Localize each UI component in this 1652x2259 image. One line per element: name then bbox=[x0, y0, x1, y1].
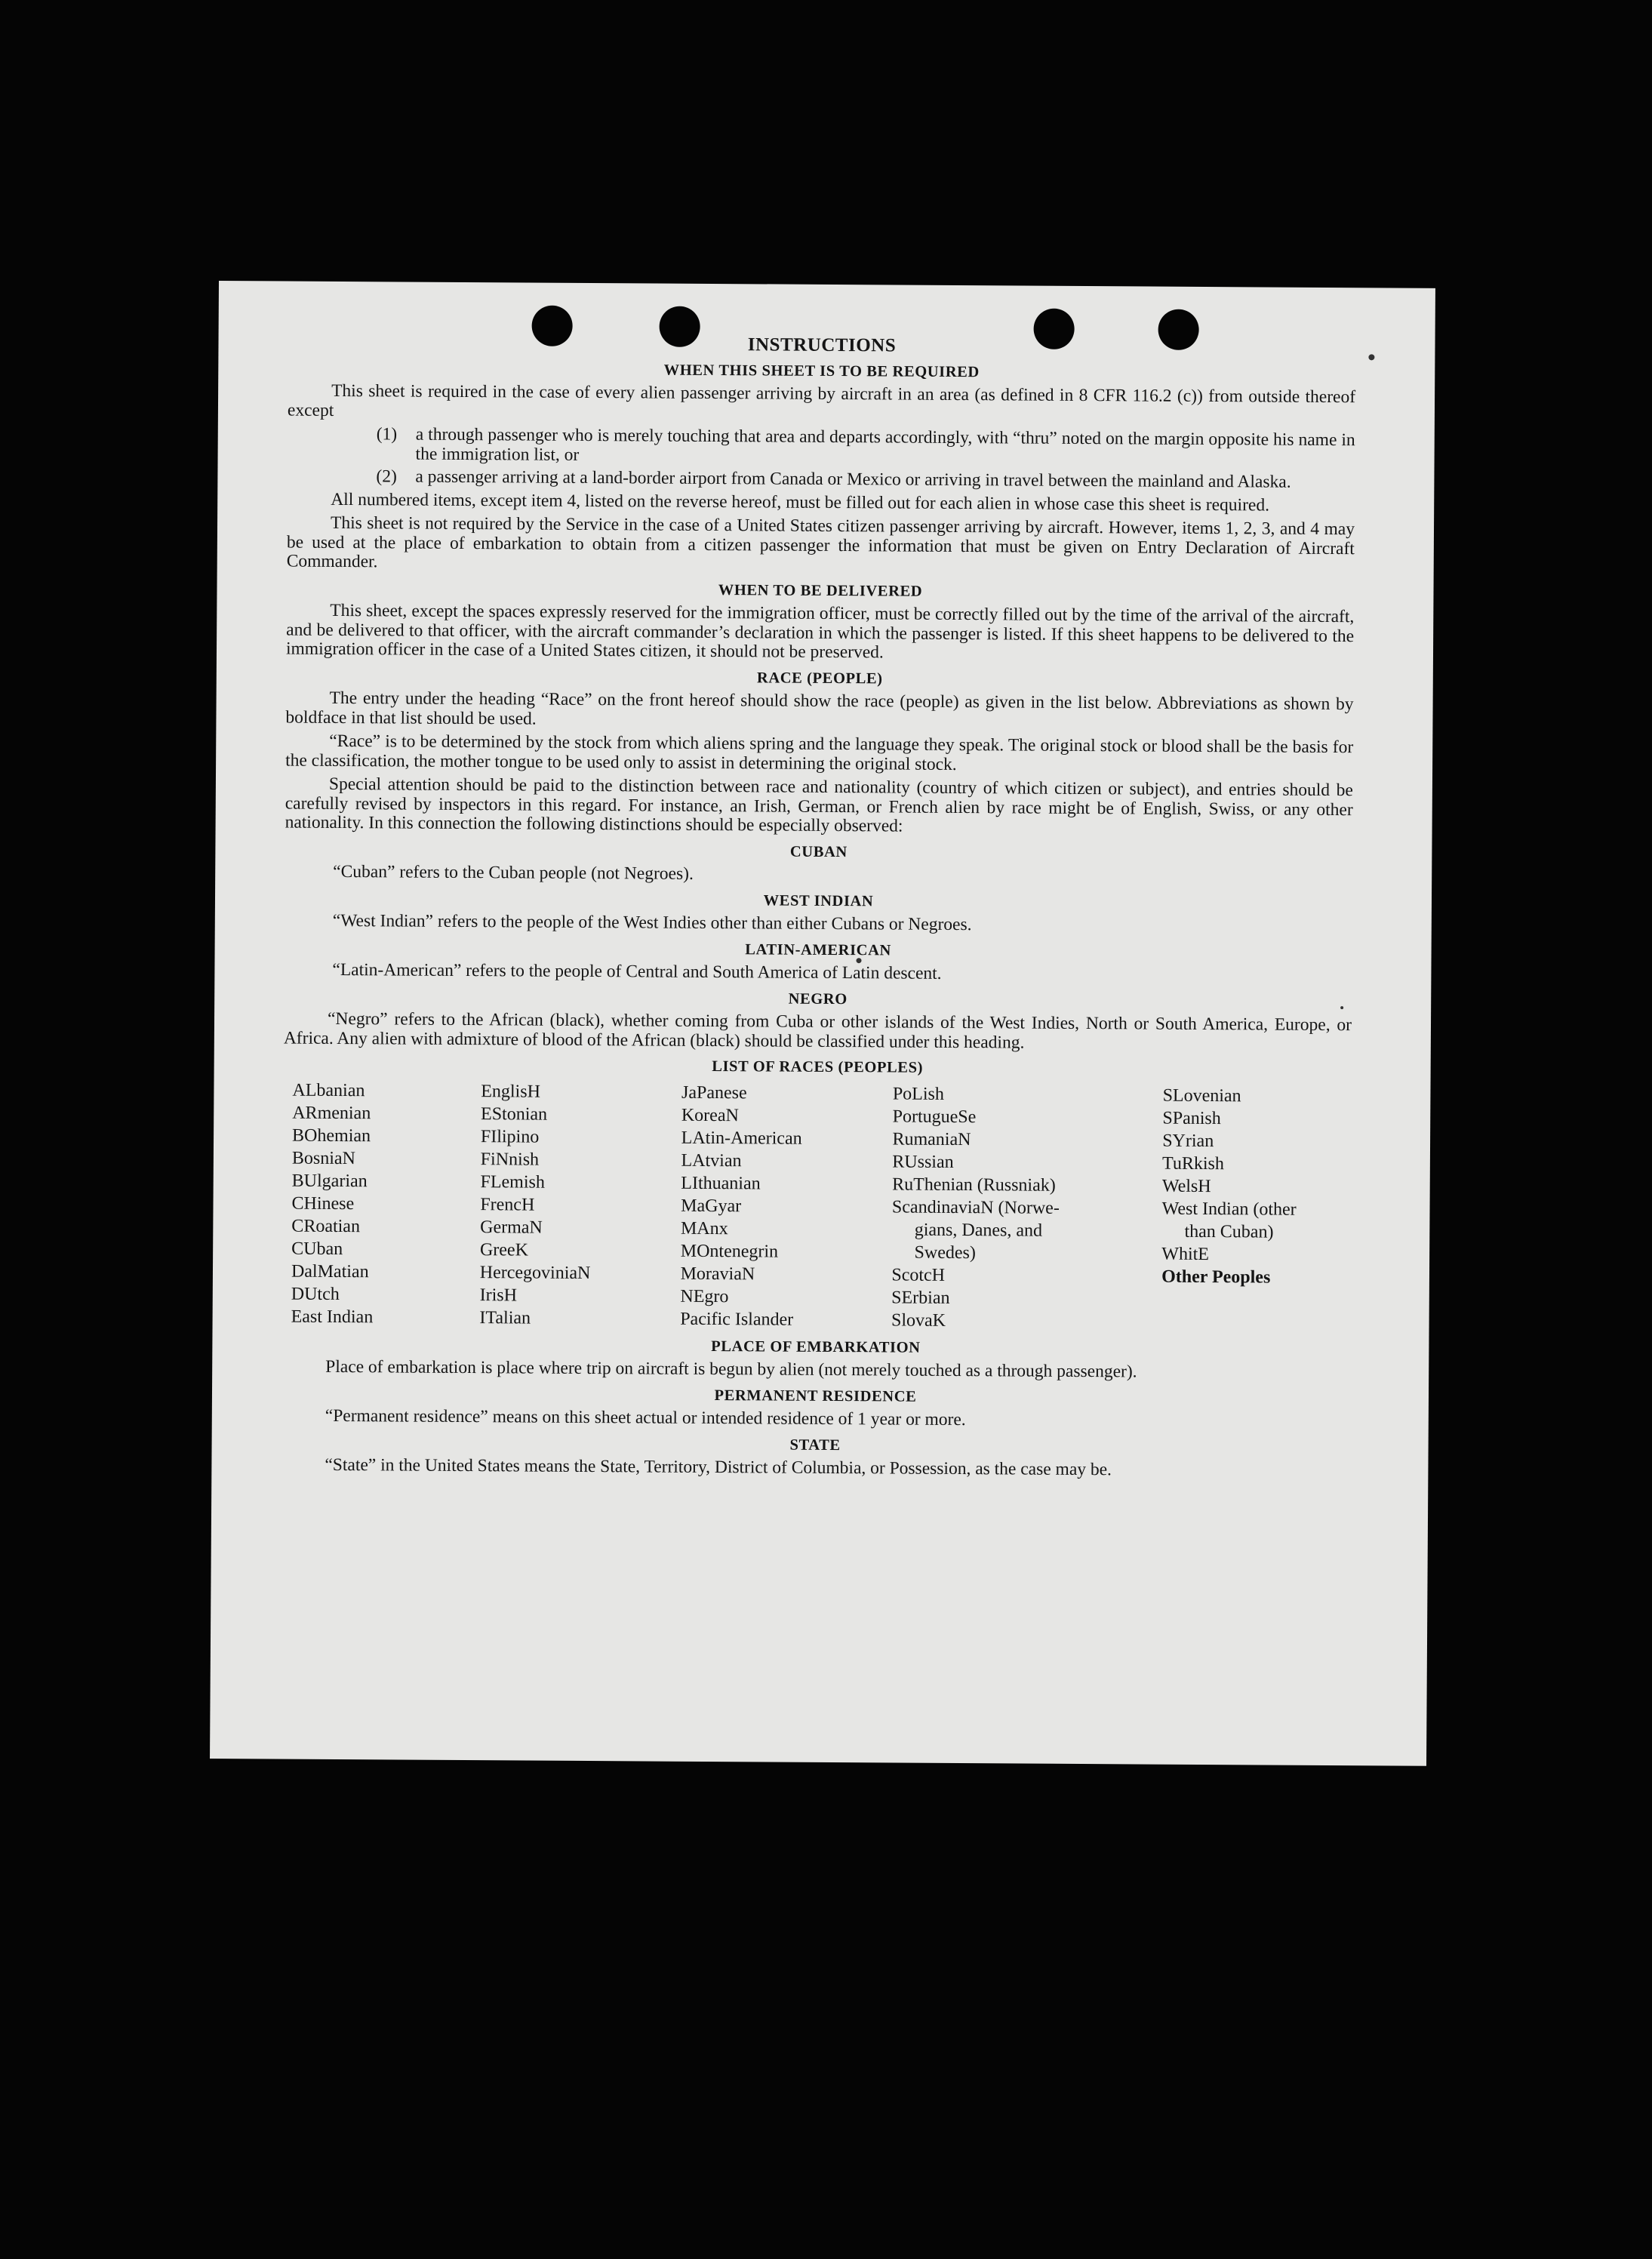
paragraph: “Race” is to be determined by the stock from which aliens spring and the language they speak. The original stock or blood shall be the basis for the classification, the mother tongue to be used only to assist in determining the original stock. bbox=[285, 731, 1354, 774]
races-column bbox=[891, 1082, 1163, 1333]
race-entry: SPanish bbox=[1162, 1108, 1221, 1128]
item-number: (2) bbox=[376, 466, 397, 487]
races-list bbox=[291, 1079, 1352, 1334]
race-entry: LIthuanian bbox=[681, 1173, 761, 1193]
paragraph: This sheet is not required by the Service in the case of a United States citizen passenger arriving by aircraft. However, items 1, 2, 3, and 4 may be used at the place of embarkation to obtain from a citizen passenger the information that must be given on Entry Declaration of Aircraft Commander. bbox=[286, 512, 1355, 572]
race-entry: than Cuban) bbox=[1184, 1221, 1274, 1242]
race-entry: RumaniaN bbox=[892, 1128, 971, 1150]
page-title: INSTRUCTIONS bbox=[747, 334, 897, 356]
race-entry: gians, Danes, and bbox=[914, 1220, 1043, 1241]
section-heading: PLACE OF EMBARKATION bbox=[711, 1337, 921, 1356]
paragraph: Special attention should be paid to the distinction between race and nationality (country of which citizen or subject), and entries should be carefully revised by inspectors in this regard. For instance, an Irish, German, or French alien by race might be of English, Swiss, or any other nationality. In this connection the following distinctions should be especially observed: bbox=[285, 774, 1353, 836]
paragraph: “West Indian” refers to the people of the West Indies other than either Cubans or Negroes. bbox=[332, 910, 972, 935]
paragraph: This sheet, except the spaces expressly reserved for the immigration officer, must be correctly filled out by the time of the arrival of the aircraft, and be delivered to that officer, with the aircraft commander’s declaration in which the passenger is listed. If this sheet happens to be delivered to the immigration officer in the case of a United States citizen, it should not be preserved. bbox=[285, 600, 1355, 663]
race-entry: ScandinaviaN (Norwe- bbox=[891, 1196, 1060, 1218]
paragraph: All numbered items, except item 4, listed on the reverse hereof, must be filled out for each alien in whose case this sheet is required. bbox=[331, 489, 1270, 516]
race-entry: GermaN bbox=[480, 1217, 543, 1238]
race-entry: PoLish bbox=[892, 1083, 944, 1104]
race-entry: MAnx bbox=[680, 1218, 728, 1239]
race-entry: WelsH bbox=[1161, 1176, 1211, 1196]
race-entry: RuThenian (Russniak) bbox=[892, 1174, 1056, 1196]
instructions-text bbox=[281, 333, 1355, 1486]
item-text: a passenger arriving at a land-border airport from Canada or Mexico or arriving in travel between the mainland and Alaska. bbox=[415, 466, 1291, 492]
document-page bbox=[210, 281, 1435, 1766]
race-entry: GreeK bbox=[479, 1239, 529, 1260]
section-heading: LIST OF RACES (PEOPLES) bbox=[712, 1058, 924, 1076]
race-entry: ScotcH bbox=[891, 1264, 946, 1285]
paragraph: This sheet is required in the case of every alien passenger arriving by aircraft in an area (as defined in 8 CFR 116.2 (c)) from outside thereof except bbox=[287, 380, 1356, 420]
race-entry: DUtch bbox=[291, 1284, 340, 1304]
race-entry: Pacific Islander bbox=[680, 1309, 794, 1330]
section-heading: WHEN TO BE DELIVERED bbox=[718, 581, 923, 600]
paragraph: “Permanent residence” means on this sheet actual or intended residence of 1 year or more. bbox=[325, 1405, 966, 1430]
section-heading: LATIN-AMERICAN bbox=[745, 940, 891, 959]
race-entry: BosniaN bbox=[291, 1148, 355, 1168]
numbered-item bbox=[287, 467, 1355, 493]
item-text: a through passenger who is merely touching that area and departs accordingly, with “thru” noted on the margin opposite his name in the immigration list, or bbox=[415, 424, 1355, 465]
paragraph: “Cuban” refers to the Cuban people (not Negroes). bbox=[333, 861, 694, 884]
race-entry: MaGyar bbox=[681, 1196, 742, 1216]
race-entry: CUban bbox=[291, 1239, 343, 1259]
race-entry: WhitE bbox=[1161, 1244, 1210, 1264]
race-entry: LAtin-American bbox=[681, 1128, 802, 1149]
race-entry: IrisH bbox=[479, 1285, 518, 1305]
race-entry: RUssian bbox=[892, 1151, 954, 1172]
race-entry: ITalian bbox=[479, 1307, 531, 1328]
race-entry: EStonian bbox=[481, 1103, 548, 1125]
race-entry: Swedes) bbox=[914, 1242, 976, 1263]
race-entry: KoreaN bbox=[681, 1105, 739, 1125]
race-entry: EnglisH bbox=[481, 1081, 541, 1102]
race-entry: FiNnish bbox=[480, 1149, 540, 1170]
race-entry: CHinese bbox=[291, 1193, 355, 1214]
race-entry: PortugueSe bbox=[892, 1106, 977, 1127]
section-heading: CUBAN bbox=[789, 843, 848, 860]
race-entry: TuRkish bbox=[1161, 1153, 1224, 1174]
paragraph: Place of embarkation is place where trip on aircraft is begun by alien (not merely touched as a through passenger). bbox=[325, 1356, 1137, 1382]
race-entry: ALbanian bbox=[292, 1080, 365, 1100]
race-entry: DalMatian bbox=[291, 1261, 369, 1282]
race-entry: MoraviaN bbox=[680, 1263, 755, 1284]
races-column bbox=[291, 1079, 481, 1329]
race-entry: HercegoviniaN bbox=[479, 1262, 591, 1283]
section-heading: STATE bbox=[789, 1436, 841, 1454]
races-column bbox=[1161, 1084, 1352, 1334]
race-entry: Other Peoples bbox=[1161, 1266, 1271, 1288]
paragraph: “State” in the United States means the State, Territory, District of Columbia, or Possession, as the case may be. bbox=[325, 1454, 1112, 1480]
ink-speck bbox=[1368, 354, 1374, 360]
section-heading: WHEN THIS SHEET IS TO BE REQUIRED bbox=[663, 362, 980, 380]
race-entry: FLemish bbox=[480, 1171, 545, 1193]
section-heading: NEGRO bbox=[788, 990, 848, 1008]
section-heading: RACE (PEOPLE) bbox=[756, 669, 883, 687]
race-entry: FIlipino bbox=[480, 1126, 540, 1147]
race-entry: SYrian bbox=[1162, 1131, 1214, 1151]
numbered-item bbox=[288, 425, 1355, 470]
race-entry: SLovenian bbox=[1162, 1085, 1241, 1106]
section-heading: WEST INDIAN bbox=[763, 891, 874, 909]
race-entry: MOntenegrin bbox=[680, 1241, 779, 1262]
race-entry: BUlgarian bbox=[291, 1171, 368, 1191]
paragraph: The entry under the heading “Race” on the front hereof should show the race (people) as given in the list below. Abbreviations as shown by boldface in that list should be used. bbox=[285, 688, 1354, 729]
item-number: (1) bbox=[376, 424, 398, 445]
race-entry: West Indian (other bbox=[1161, 1199, 1297, 1220]
race-entry: SErbian bbox=[891, 1287, 950, 1308]
paragraph: “Latin-American” refers to the people of Central and South America of Latin descent. bbox=[332, 959, 942, 983]
race-entry: FrencH bbox=[480, 1194, 535, 1215]
race-entry: East Indian bbox=[291, 1306, 374, 1327]
race-entry: LAtvian bbox=[681, 1150, 742, 1171]
race-entry: ARmenian bbox=[292, 1103, 371, 1123]
races-column bbox=[479, 1080, 681, 1331]
race-entry: BOhemian bbox=[292, 1125, 371, 1146]
race-entry: SlovaK bbox=[891, 1310, 946, 1331]
races-column bbox=[680, 1081, 893, 1331]
race-entry: JaPanese bbox=[681, 1082, 747, 1103]
race-entry: NEgro bbox=[680, 1286, 729, 1306]
paragraph: “Negro” refers to the African (black), whether coming from Cuba or other islands of the West Indies, North or South America, Europe, or Africa. Any alien with admixture of blood of the African (black) should be classified under this heading. bbox=[283, 1008, 1352, 1053]
race-entry: CRoatian bbox=[291, 1216, 361, 1236]
section-heading: PERMANENT RESIDENCE bbox=[714, 1386, 917, 1405]
